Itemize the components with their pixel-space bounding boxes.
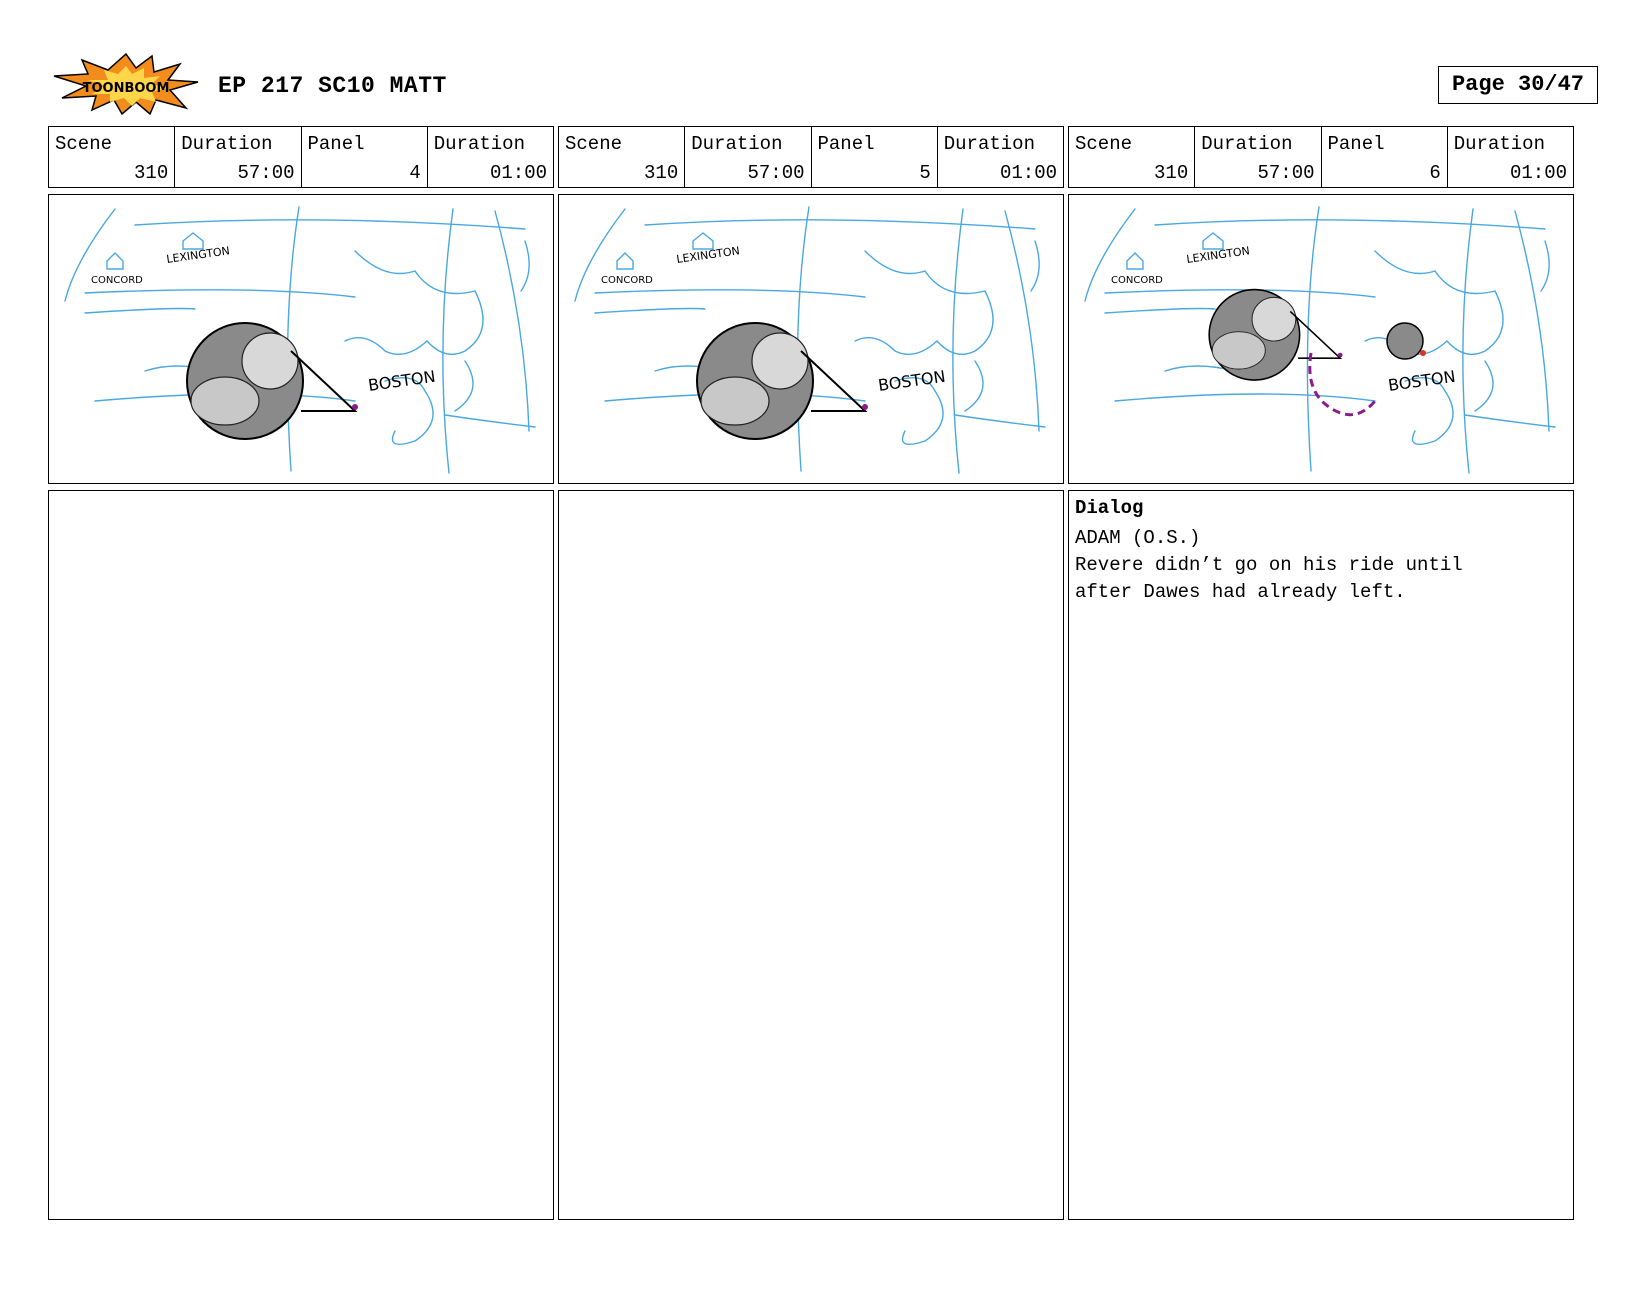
panel-label: Panel: [307, 133, 365, 155]
map-label-boston: BOSTON: [1386, 366, 1457, 395]
panel-column: [48, 126, 554, 1220]
dialog-line: Revere didn’t go on his ride until: [1075, 554, 1463, 576]
panel-label: Panel: [1327, 133, 1385, 155]
page-number: Page 30/47: [1438, 66, 1598, 104]
panel-duration-label: Duration: [1453, 133, 1545, 155]
panel-column: [1068, 126, 1574, 1220]
scene-duration-label: Duration: [691, 133, 783, 155]
panel-header: [558, 126, 1064, 188]
scene-duration-value: 57:00: [747, 162, 805, 184]
scene-label: Scene: [55, 133, 113, 155]
page-title: EP 217 SC10 MATT: [218, 73, 447, 99]
panel-cell: [1322, 127, 1448, 187]
map-sketch: [1075, 201, 1567, 477]
scene-label: Scene: [565, 133, 623, 155]
map-label-lexington: LEXINGTON: [675, 244, 741, 266]
panel-duration-cell: [938, 127, 1063, 187]
character-closeup: [187, 323, 358, 439]
storyboard-image: [48, 194, 554, 484]
scene-cell: [49, 127, 175, 187]
dialog-line: after Dawes had already left.: [1075, 581, 1406, 603]
panel-duration-cell: [1448, 127, 1573, 187]
scene-value: 310: [1154, 162, 1189, 184]
notes-box: [48, 490, 554, 1220]
panel-value: 6: [1429, 162, 1441, 184]
map-label-boston: BOSTON: [366, 366, 437, 395]
notes-box: [1068, 490, 1574, 1220]
panel-duration-label: Duration: [433, 133, 525, 155]
panel-column: [558, 126, 1064, 1220]
map-label-boston: BOSTON: [876, 366, 947, 395]
panel-cell: [812, 127, 938, 187]
panel-duration-cell: [428, 127, 553, 187]
panel-duration-value: 01:00: [999, 162, 1057, 184]
map-sketch: [565, 201, 1057, 477]
map-label-concord: CONCORD: [601, 275, 653, 286]
panel-duration-value: 01:00: [489, 162, 547, 184]
scene-value: 310: [134, 162, 169, 184]
storyboard-image: [558, 194, 1064, 484]
second-rider-closeup: [1387, 323, 1426, 359]
scene-duration-cell: [1195, 127, 1321, 187]
panel-header: [1068, 126, 1574, 188]
scene-duration-cell: [685, 127, 811, 187]
panel-header: [48, 126, 554, 188]
character-closeup: [1209, 290, 1342, 380]
panel-value: 4: [409, 162, 421, 184]
map-label-concord: CONCORD: [91, 275, 143, 286]
storyboard-image: [1068, 194, 1574, 484]
dialog-lines: [1075, 525, 1567, 606]
notes-box: [558, 490, 1064, 1220]
toonboom-logo: [52, 52, 200, 116]
panel-duration-label: Duration: [943, 133, 1035, 155]
map-label-concord: CONCORD: [1111, 275, 1163, 286]
scene-duration-label: Duration: [1201, 133, 1293, 155]
map-sketch: [55, 201, 547, 477]
panel-duration-value: 01:00: [1509, 162, 1567, 184]
scene-cell: [1069, 127, 1195, 187]
scene-cell: [559, 127, 685, 187]
scene-duration-value: 57:00: [1257, 162, 1315, 184]
panel-label: Panel: [817, 133, 875, 155]
scene-label: Scene: [1075, 133, 1133, 155]
logo-text: TOONBOOM: [82, 81, 170, 96]
map-label-lexington: LEXINGTON: [165, 244, 231, 266]
character-closeup: [697, 323, 868, 439]
scene-duration-label: Duration: [181, 133, 273, 155]
scene-value: 310: [644, 162, 679, 184]
panel-value: 5: [919, 162, 931, 184]
panel-cell: [302, 127, 428, 187]
dialog-heading: Dialog: [1075, 497, 1144, 519]
scene-duration-cell: [175, 127, 301, 187]
map-label-lexington: LEXINGTON: [1185, 244, 1251, 266]
scene-duration-value: 57:00: [237, 162, 295, 184]
dialog-line: ADAM (O.S.): [1075, 527, 1201, 549]
